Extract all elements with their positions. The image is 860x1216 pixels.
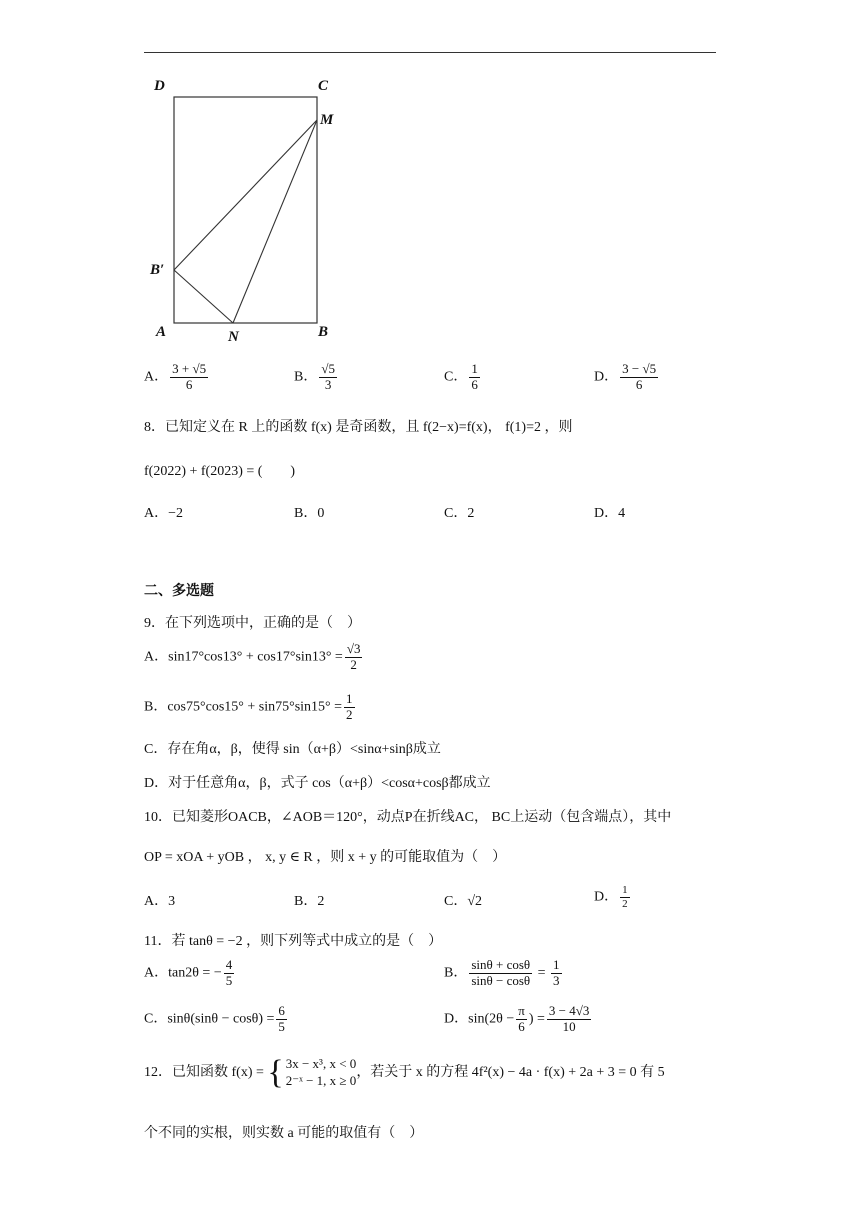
q11-stem: 11．若 tanθ = −2 ，则下列等式中成立的是（ ） <box>144 934 443 949</box>
label-n: N <box>228 329 239 345</box>
segment-b-prime-n <box>174 270 233 323</box>
label-c: C <box>318 78 329 94</box>
q10-option-c: C．√2 <box>444 894 483 909</box>
q9-option-c: C．存在角α，β，使得 sin（α+β）<sinα+sinβ成立 <box>144 742 441 757</box>
segment-b-prime-m <box>174 120 317 270</box>
label-d: D <box>154 78 165 94</box>
q11-option-b: B． $\frac{\sin\theta + \cos\theta}{\sin\theta - \cos\theta}$ = $\frac{1}{3}$ <box>444 957 560 988</box>
q8-option-c: C．2 <box>444 506 475 521</box>
label-m: M <box>320 112 334 128</box>
q7-option-a: A． $\frac{3 + √5}{6}$ <box>144 361 207 392</box>
q8-option-d: D．4 <box>594 506 626 521</box>
header-rule <box>144 52 716 53</box>
q7-option-d: D． $\frac{3 - √5}{6}$ <box>594 361 657 392</box>
q8-option-a: A．−2 <box>144 506 184 521</box>
q10-stem-line1: 10．已知菱形OACB，∠AOB＝120°，动点P在折线AC， BC上运动（包含端点），其中 <box>144 810 672 825</box>
q10-stem-line2: OP = xOA + yOB ， x, y ∈ R ，则 x + y 的可能取值为（ ） <box>144 850 507 865</box>
q12-stem-line1: 12．已知函数 f(x) = { 3x − x³, x < 0 2⁻ˣ − 1, x ≥ 0 ，若关于 x 的方程 4f²(x) − 4a · f(x) + 2a + 3 = 0 有 5 <box>144 1054 665 1091</box>
label-b-prime: B′ <box>150 262 165 278</box>
q10-option-d: D． $\frac{1}{2}$ <box>594 884 628 910</box>
q9-option-b: B．cos75°cos15° + sin75°sin15° = $\frac{1}{2}$ <box>144 691 353 722</box>
q7-option-c: C． $\frac{1}{6}$ <box>444 361 478 392</box>
q9-option-a: A．sin17°cos13° + cos17°sin13° = $\frac{√3}{2}$ <box>144 641 361 672</box>
q8-option-b: B．0 <box>294 506 325 521</box>
label-a: A <box>156 324 167 340</box>
q11-option-c: C．sinθ(sinθ − cosθ) = $\frac{6}{5}$ <box>144 1003 285 1034</box>
label-b: B <box>318 324 329 340</box>
q9-option-d: D．对于任意角α，β，式子 cos（α+β）<cosα+cosβ都成立 <box>144 776 491 791</box>
q10-option-a: A．3 <box>144 894 176 909</box>
q8-stem-line2: f(2022) + f(2023) = ( ) <box>144 464 296 479</box>
q12-stem-line2: 个不同的实根，则实数 a 可能的取值有（ ） <box>144 1126 424 1141</box>
q7-option-b: B． $\frac{√5}{3}$ <box>294 361 335 392</box>
q9-stem: 9．在下列选项中，正确的是（ ） <box>144 616 361 631</box>
segment-n-m <box>233 120 317 323</box>
q11-option-d: D．sin(2θ − $\frac{\pi}{6}$ ) = $\frac{3 - 4√3}{10}$ <box>444 1003 590 1034</box>
q11-option-a: A．tan2θ = − $\frac{4}{5}$ <box>144 957 233 988</box>
piecewise-definition: { 3x − x³, x < 0 2⁻ˣ − 1, x ≥ 0 <box>267 1054 357 1091</box>
q10-option-b: B．2 <box>294 894 325 909</box>
q8-stem-line1: 8．已知定义在 R 上的函数 f(x) 是奇函数，且 f(2−x)=f(x)， f(1)=2 ，则 <box>144 420 573 435</box>
section-title-multi-choice: 二、多选题 <box>144 582 214 598</box>
